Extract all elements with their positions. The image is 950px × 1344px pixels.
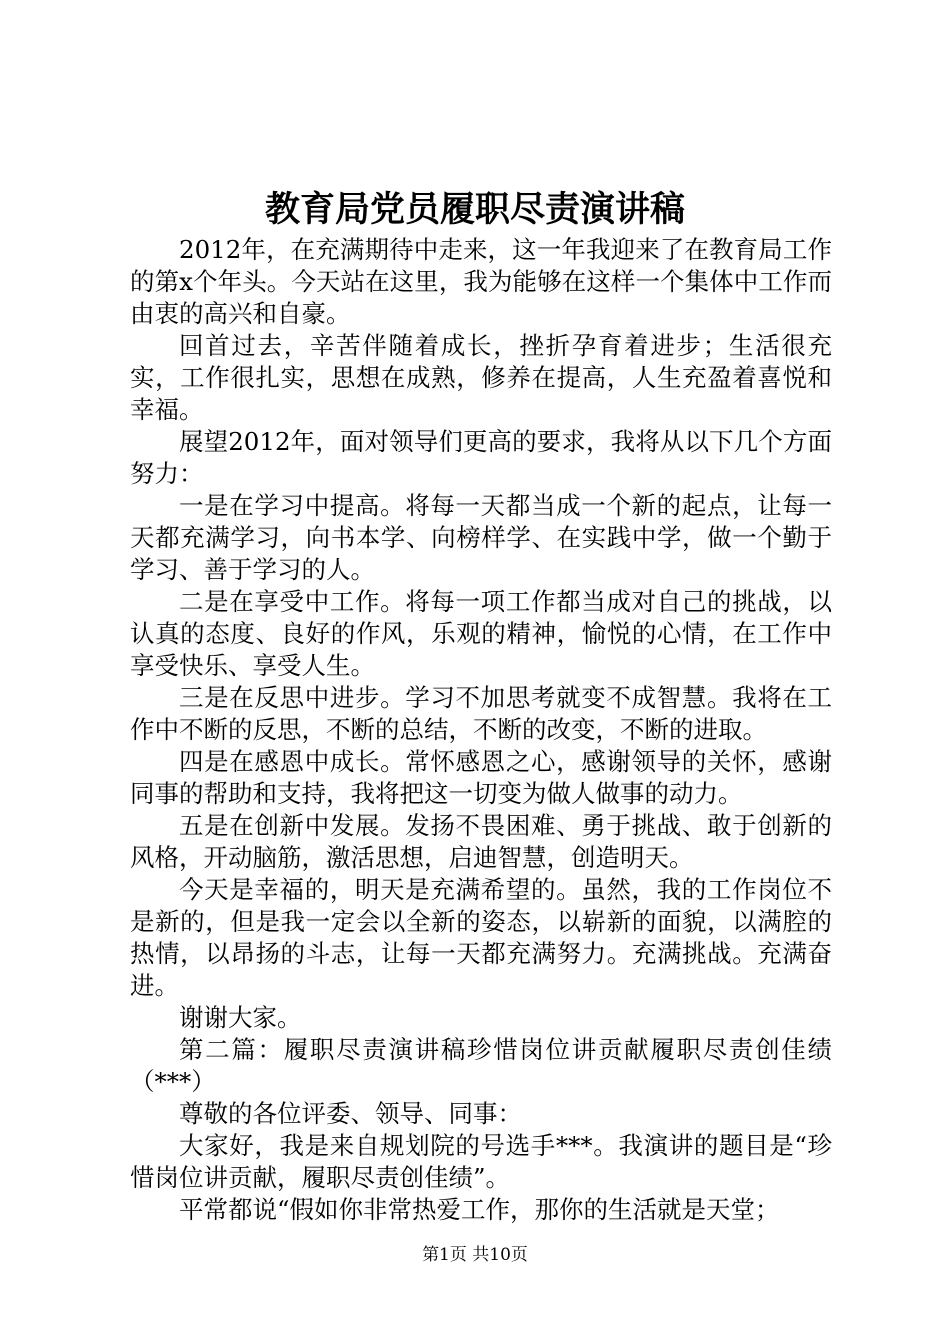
document-body bbox=[130, 234, 832, 1226]
paragraph: 回首过去，辛苦伴随着成长，挫折孕育着进步；生活很充实，工作很扎实，思想在成熟，修养在提高，人生充盈着喜悦和幸福。 bbox=[130, 331, 832, 424]
page-footer: 第1页 共10页 bbox=[422, 1245, 528, 1265]
paragraph: 今天是幸福的，明天是充满希望的。虽然，我的工作岗位不是新的，但是我一定会以全新的姿态，以崭新的面貌，以满腔的热情，以昂扬的斗志，让每一天都充满努力。充满挑战。充满奋进。 bbox=[130, 875, 832, 1000]
paragraph: 一是在学习中提高。将每一天都当成一个新的起点，让每一天都充满学习，向书本学、向榜样学、在实践中学，做一个勤于学习、善于学习的人。 bbox=[130, 491, 832, 584]
document-title: 教育局党员履职尽责演讲稿 bbox=[264, 189, 685, 230]
paragraph: 谢谢大家。 bbox=[179, 1003, 302, 1032]
paragraph: 2012年，在充满期待中走来，这一年我迎来了在教育局工作的第x个年头。今天站在这里，我为能够在这样一个集体中工作而由衷的高兴和自豪。 bbox=[130, 235, 832, 328]
paragraph: 五是在创新中发展。发扬不畏困难、勇于挑战、敢于创新的风格，开动脑筋，激活思想，启迪智慧，创造明天。 bbox=[130, 811, 832, 872]
paragraph: 展望2012年，面对领导们更高的要求，我将从以下几个方面努力： bbox=[130, 427, 832, 488]
paragraph: 四是在感恩中成长。常怀感恩之心，感谢领导的关怀，感谢同事的帮助和支持，我将把这一切变为做人做事的动力。 bbox=[130, 747, 832, 808]
paragraph: 平常都说“假如你非常热爱工作，那你的生活就是天堂； bbox=[179, 1195, 780, 1224]
section-heading: 第二篇：履职尽责演讲稿珍惜岗位讲贡献履职尽责创佳绩（***） bbox=[130, 1035, 832, 1096]
salutation: 尊敬的各位评委、领导、同事： bbox=[179, 1099, 522, 1128]
paragraph: 大家好，我是来自规划院的号选手***。我演讲的题目是“珍惜岗位讲贡献，履职尽责创佳绩”。 bbox=[130, 1131, 832, 1192]
paragraph: 三是在反思中进步。学习不加思考就变不成智慧。我将在工作中不断的反思，不断的总结，不断的改变，不断的进取。 bbox=[130, 683, 832, 744]
paragraph: 二是在享受中工作。将每一项工作都当成对自己的挑战，以认真的态度、良好的作风，乐观的精神，愉悦的心情，在工作中享受快乐、享受人生。 bbox=[130, 587, 832, 680]
